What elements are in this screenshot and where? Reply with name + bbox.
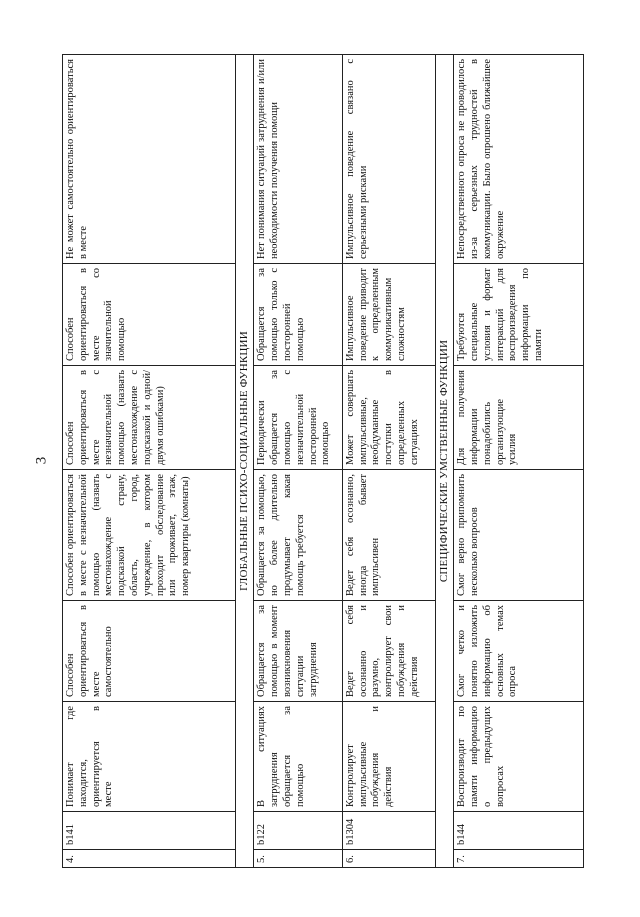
level-cell: Не может самостоятельно ориентироваться в месте [63,55,236,264]
level-cell: Способен ориентироваться в месте с незначительной помощью (назвать местонахождение с подсказкой и одной/двумя ошибками) [63,366,236,470]
level-cell: Импульсивное поведение связано с серьезными рисками [342,55,435,264]
level-cell: Обращается за помощью, но более длительно продумывает какая помощь требуется [254,470,342,601]
table-row [342,55,435,868]
table-row [254,55,342,868]
level-cell: Способен ориентироваться в месте со значительной помощью [63,264,236,366]
level-cell: Нет понимания ситуаций затруднения и/или необходимости получения помощи [254,55,342,264]
row-number: 6. [342,850,435,868]
criterion-cell: В ситуациях затруднения обращается за помощью [254,702,342,812]
row-number: 5. [254,850,342,868]
criterion-cell: Воспроизводит по памяти информацию о предыдущих вопросах [454,702,584,812]
level-cell: Может совершать импульсивные, необдуманные поступки в определенных ситуациях [342,366,435,470]
assessment-table [62,54,584,868]
level-cell: Обращается за помощью только с посторонней помощью [254,264,342,366]
row-code: b122 [254,812,342,850]
level-cell: Ведет себя осознанно, иногда бывает импульсивен [342,470,435,601]
row-code: b144 [454,812,584,850]
section-header-row [435,55,453,868]
level-cell: Способен ориентироваться в месте с незначительной помощью (назвать местонахождение с подсказкой страну, область, город, учреждение, в котором проходит обследование или проживает, этаж, номер квартиры (комнаты) [63,470,236,601]
criterion-cell: Контролирует импульсивные побуждения и действия [342,702,435,812]
section-title: СПЕЦИФИЧЕСКИЕ УМСТВЕННЫЕ ФУНКЦИИ [435,55,453,868]
row-number: 7. [454,850,584,868]
criterion-cell: Понимает где находится, ориентируется в месте [63,702,236,812]
table-row [454,55,584,868]
level-cell: Импульсивное поведение приводит к определенным коммуникативным сложностям [342,264,435,366]
level-cell: Требуются специальные условия и формат интеракций для воспроизведения информации по памяти [454,264,584,366]
section-header-row [236,55,254,868]
level-cell: Ведет себя осознанно и разумно, контролирует свои побуждения и действия [342,601,435,702]
row-code: b141 [63,812,236,850]
level-cell: Периодически обращается за помощью с незначительной посторонней помощью [254,366,342,470]
page-number: 3 [33,456,50,465]
section-title: ГЛОБАЛЬНЫЕ ПСИХО-СОЦИАЛЬНЫЕ ФУНКЦИИ [236,55,254,868]
level-cell: Непосредственного опроса не проводилось из-за серьезных трудностей в коммуникации. Было опрошено ближайшее окружение [454,55,584,264]
level-cell: Способен ориентироваться в месте самостоятельно [63,601,236,702]
level-cell: Смог верно припомнить несколько вопросов [454,470,584,601]
level-cell: Смог четко и понятно изложить информацию об основных темах опроса [454,601,584,702]
row-number: 4. [63,850,236,868]
level-cell: Обращается за помощью в момент возникновения ситуации затруднения [254,601,342,702]
rotated-page-content [62,55,584,868]
level-cell: Для получения информации понадобились организующие усилия [454,366,584,470]
row-code: b1304 [342,812,435,850]
table-row [63,55,236,868]
